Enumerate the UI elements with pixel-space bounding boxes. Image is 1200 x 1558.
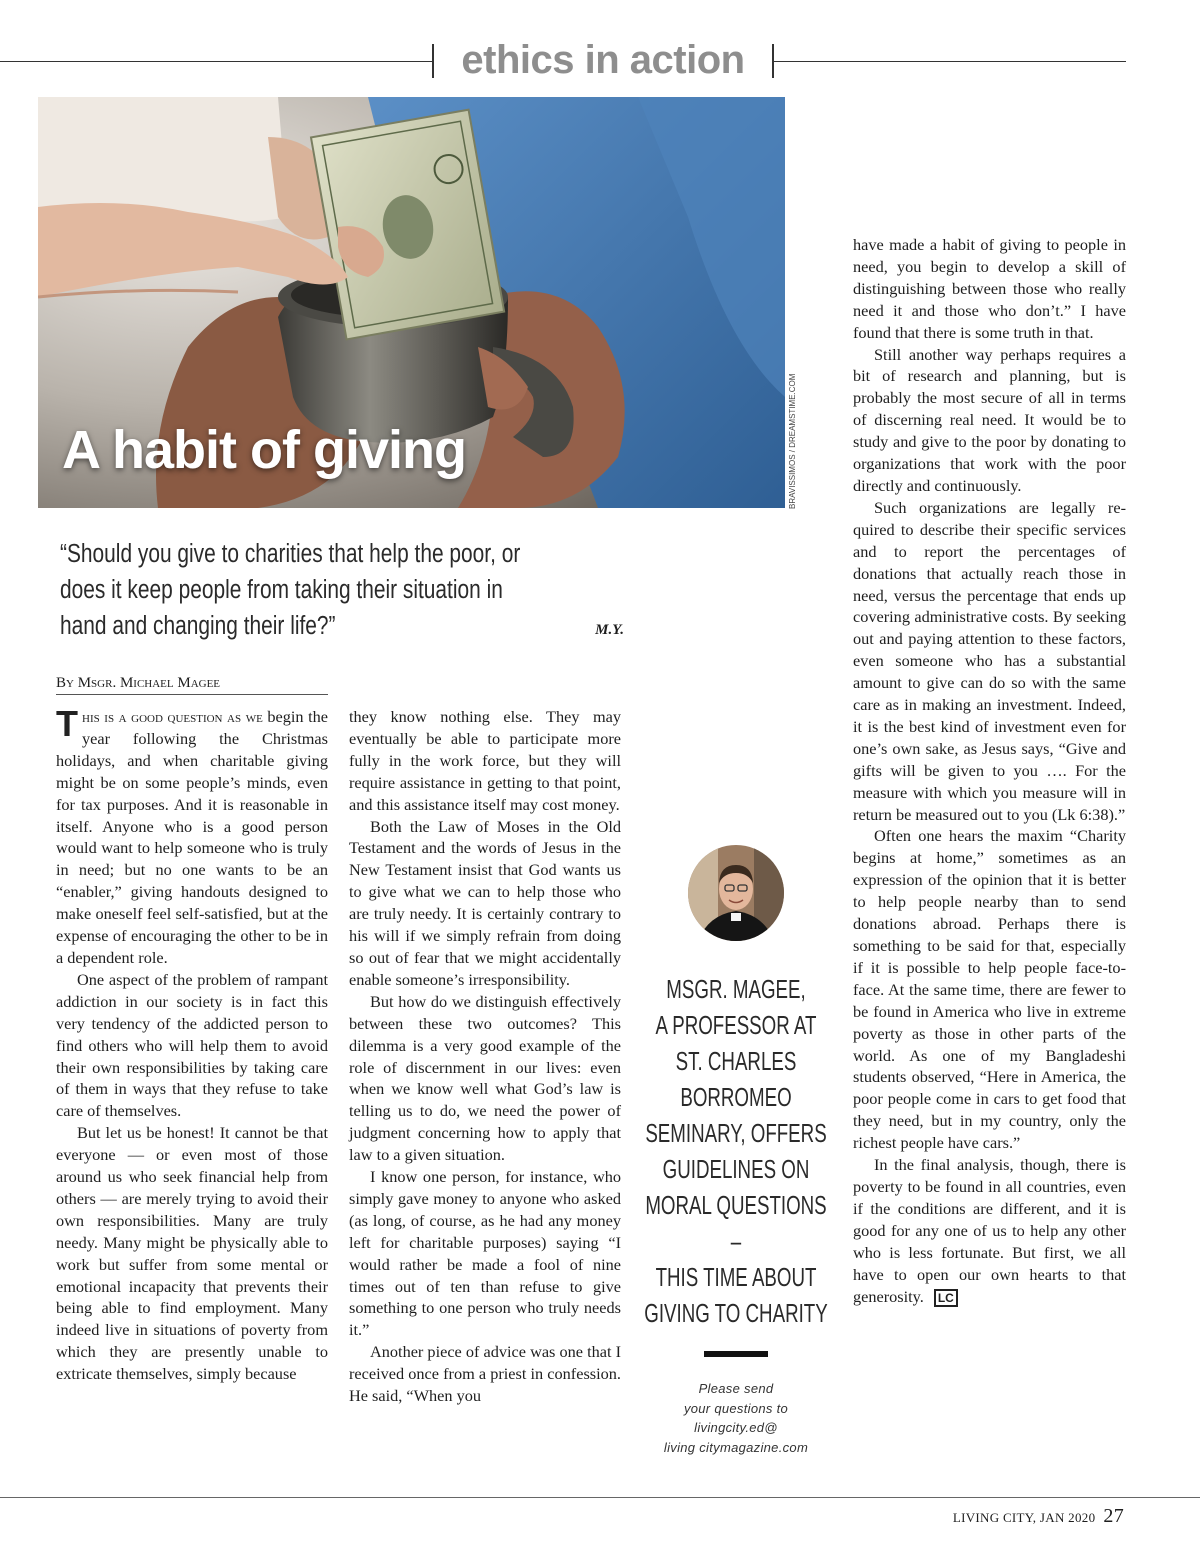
page-number: 27 <box>1103 1505 1124 1527</box>
article-paragraph: Another piece of advice was one that I received once from a priest in confession. He said, “When you <box>349 1342 621 1406</box>
article-paragraph: But let us be honest! It cannot be that everyone — or even most of those around us who seek financial help from others — are merely trying to avoid their own responsibilities. Many are truly needy. Many might be physically able to work but suffer from some mental or emotional incapacity that prevents their being able to find employment. Many indeed live in situations of poverty from which they are presently unable to extricate themselves, simply because <box>56 1123 328 1384</box>
article-paragraph: Often one hears the maxim “Charity begins at home,” sometimes as an expression of the opinion that it is better to help people nearby than to send donations abroad. Perhaps there is something to be said for that, especially if it is possible to help people face-to-face. At the same time, there are fewer to be found in America who live in extreme poverty as those in other parts of the world. As one of my Bangladeshi students observed, “Here in America, the poor people come in cars to get food that they need, but in my country, only the richest people have cars.” <box>853 826 1126 1153</box>
contact-email[interactable]: livingcity.ed@ <box>694 1420 778 1435</box>
photo-credit: BRAVISSIMOS / DREAMSTIME.COM <box>788 373 797 509</box>
author-portrait <box>688 845 784 941</box>
question-initials: M.Y. <box>595 622 624 638</box>
byline <box>56 675 328 695</box>
byline-prefix: By <box>56 675 74 691</box>
article-paragraph: Such organizations are legally required to describe their specific services and to report the percentages of donations that actually reach those in need, versus the percentage that ends up covering administrative costs. By seeking out and paying attention to these factors, even someone who has a substantial amount to give can do so with the same care as in making an investment. Indeed, it is the best kind of investment even for one’s own sake, as Jesus says, “Give and gifts will be given to you …. For the measure with which you measure will in return be measured out to you (Lk 6:38).” <box>853 497 1126 824</box>
end-mark-logo: LC <box>934 1289 958 1307</box>
hero-photo <box>38 97 785 508</box>
section-header <box>0 38 1200 88</box>
article-paragraph: they know nothing else. They may eventually be able to participate more fully in the work force, but they will require assistance in getting to that point, and this assistance itself may cost money. <box>349 707 621 814</box>
article-paragraph: One aspect of the problem of rampant addiction in our society is in fact this very tendency of the addicted person to find others who will help them to avoid their own responsibilities by taking care of them in ways that they refuse to take care of themselves. <box>56 969 328 1121</box>
drop-cap: T <box>56 703 78 744</box>
byline-author: Msgr. Michael Magee <box>77 675 221 691</box>
article-column-2 <box>349 706 621 1407</box>
article-paragraph: But how do we distinguish effectively between these two outcomes? This dilemma is a very good example of the role of discernment in our lives: even when we know well what God’s law is telling us to do, we need the power of judgment concerning how to apply that law to a given situation. <box>349 991 621 1165</box>
article-title: A habit of giving <box>62 420 466 480</box>
article-paragraph: This is a good question as we begin the year following the Christmas holidays, and when charitable giving might be on some people’s minds, even for tax purposes. And it is reasonable in itself. Anyone who is a good person would want to help someone who is truly in need; but no one wants to be an “enabler,” giving handouts designed to make oneself feel self-satisfied, but at the expense of encouraging the other to be in a dependent role. <box>56 703 328 967</box>
header-rule-right <box>772 61 1126 62</box>
sidebar-blurb: MSGR. MAGEE, A PROFESSOR AT ST. CHARLES BORROMEO SEMINARY, OFFERS GUIDELINES ON MORAL QUESTIONS – THIS TIME ABOUT GIVING TO CHARITY <box>644 974 828 1328</box>
section-title: ethics in action <box>461 38 745 82</box>
article-column-1 <box>56 703 328 1385</box>
footer-rule <box>0 1497 1200 1498</box>
article-paragraph: Both the Law of Moses in the Old Testament and the words of Jesus in the New Testament insist that God wants us to give what we can to help those who are truly needy. It is certainly contrary to his will if we simply refrain from doing so out of fear that we might accidentally enable someone’s irresponsibility. <box>349 816 621 989</box>
sidebar-divider <box>704 1351 768 1357</box>
publication-name: LIVING CITY, JAN 2020 <box>952 1510 1096 1525</box>
reader-question: “Should you give to charities that help the poor, or does it keep people from taking their situation in hand and changing their life?” <box>60 540 521 640</box>
article-paragraph: Still another way perhaps requires a bit of research and planning, but is probably the most secure of all in terms of discerning real need. It would be to study and give to the poor by donating to organizations that work with the poor directly and continuously. <box>853 344 1126 495</box>
article-paragraph: In the final analysis, though, there is poverty to be found in all countries, even if the conditions are different, and it is good for any one of us to help any other who is less fortunate. But first, we all have to open our own hearts to that generosity. LC <box>853 1155 1126 1306</box>
header-tick-left <box>432 44 434 78</box>
author-sidebar <box>638 845 834 1457</box>
page-footer <box>953 1505 1124 1528</box>
contact-note: Please send your questions to livingcity.ed@ living citymagazine.com <box>638 1379 834 1457</box>
lead-in: his is a good question as we <box>82 707 263 726</box>
article-paragraph: have made a habit of giving to people in need, you begin to develop a skill of distinguishing between those who really need it and those who don’t.” I have found that there is some truth in that. <box>853 235 1126 342</box>
header-rule-left <box>0 61 432 62</box>
article-paragraph: I know one person, for instance, who simply gave money to anyone who asked (as long, of course, as he had any money left for charitable purposes) saying “I would rather be made a fool of nine times out of ten than refuse to give something to one person who truly needs it.” <box>349 1167 621 1340</box>
article-column-3 <box>853 234 1126 1307</box>
